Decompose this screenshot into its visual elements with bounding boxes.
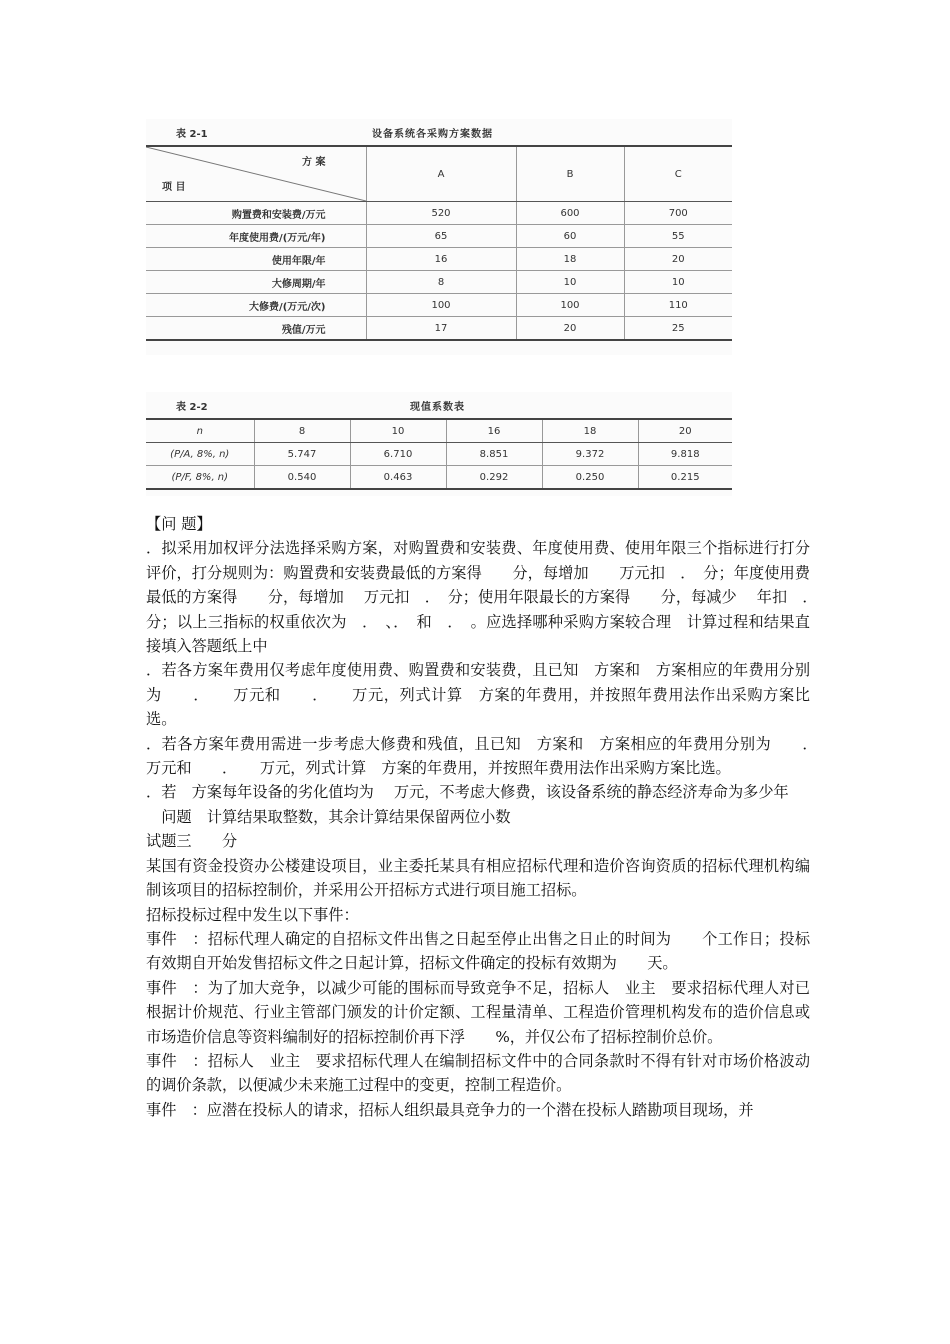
cell: 60	[516, 225, 624, 248]
column-header: 8	[254, 419, 350, 443]
exam-question-3-heading: 试题三 分	[146, 832, 238, 851]
event-2: 事件 ：为了加大竞争，以减少可能的围标而导致竞争不足，招标人 业主 要求招标代理人对已根据计价规范、行业主管部门颁发的计价定额、工程量清单、工程造价管理机构发布的造价信息或市场造价信息等资料编制好的招标控制价再下浮 %，并仅公布了招标控制价总价。	[146, 978, 810, 1046]
question-2: ．若各方案年费用仅考虑年度使用费、购置费和安装费，且已知 方案和 方案相应的年费用分别为 ． 万元和 ． 万元，列式计算 方案的年费用，并按照年费用法作出采购方案比选。	[146, 661, 810, 729]
cell: 20	[624, 248, 732, 271]
cell: 0.250	[542, 466, 638, 490]
column-header: 18	[542, 419, 638, 443]
table-2-2	[146, 392, 732, 496]
row-label: 残值/万元	[146, 317, 366, 341]
event-3: 事件 ：招标人 业主 要求招标代理人在编制招标文件中的合同条款时不得有针对市场价格波动的调价条款，以便减少未来施工过程中的变更，控制工程造价。	[146, 1051, 810, 1095]
table-2-1	[146, 119, 732, 355]
table-row	[146, 248, 732, 271]
question-4: ．若 方案每年设备的劣化值均为 万元，不考虑大修费，该设备系统的静态经济寿命为多少年	[146, 783, 789, 802]
row-label: 购置费和安装费/万元	[146, 202, 366, 225]
cell: 0.292	[446, 466, 542, 490]
cell: 5.747	[254, 443, 350, 466]
column-header: 20	[638, 419, 732, 443]
table-number: 表 2-1	[176, 129, 208, 140]
cell: 9.818	[638, 443, 732, 466]
table-number: 表 2-2	[176, 402, 208, 413]
cell: 520	[366, 202, 516, 225]
row-label: 大修周期/年	[146, 271, 366, 294]
table-grid	[146, 145, 732, 341]
cell: 700	[624, 202, 732, 225]
column-header: C	[624, 146, 732, 202]
table-caption	[146, 119, 732, 145]
table-row	[146, 443, 732, 466]
row-label: 使用年限/年	[146, 248, 366, 271]
row-label: (P/A, 8%, n)	[146, 443, 254, 466]
question-1: ．拟采用加权评分法选择采购方案，对购置费和安装费、年度使用费、使用年限三个指标进行打分评价，打分规则为：购置费和安装费最低的方案得 分，每增加 万元扣 ． 分；年度使用费最低的方案得 分，每增加 万元扣 ． 分；使用年限最长的方案得 分，每减少 年扣 ． 分；以上三指标的权重依次为 ． 、． 和 ． 。应选择哪种采购方案较合理 计算过程和结果直接填入答题纸上中	[146, 539, 826, 656]
table-caption	[146, 392, 732, 418]
cell: 25	[624, 317, 732, 341]
column-header: 16	[446, 419, 542, 443]
header-scheme-label: 方 案	[302, 157, 326, 168]
row-label: (P/F, 8%, n)	[146, 466, 254, 490]
row-label: 大修费/(万元/次)	[146, 294, 366, 317]
table-row	[146, 202, 732, 225]
document-body	[146, 512, 841, 1122]
cell: 6.710	[350, 443, 446, 466]
table-row	[146, 271, 732, 294]
column-header: 10	[350, 419, 446, 443]
paragraph: 招标投标过程中发生以下事件：	[146, 905, 359, 924]
table-title: 设备系统各采购方案数据	[372, 129, 493, 140]
cell: 100	[366, 294, 516, 317]
cell: 17	[366, 317, 516, 341]
table-corner-header	[146, 146, 366, 202]
cell: 0.215	[638, 466, 732, 490]
cell: 20	[516, 317, 624, 341]
cell: 18	[516, 248, 624, 271]
event-4: 事件 ：应潜在投标人的请求，招标人组织最具竞争力的一个潜在投标人踏勘项目现场，并	[146, 1100, 754, 1119]
cell: 100	[516, 294, 624, 317]
cell: 10	[624, 271, 732, 294]
table-grid	[146, 418, 732, 490]
cell: 8	[366, 271, 516, 294]
cell: 9.372	[542, 443, 638, 466]
column-header: A	[366, 146, 516, 202]
cell: 65	[366, 225, 516, 248]
cell: 16	[366, 248, 516, 271]
question-3: ．若各方案年费用需进一步考虑大修费和残值，且已知 方案和 方案相应的年费用分别为 ． 万元和 ． 万元，列式计算 方案的年费用，并按照年费用法作出采购方案比选。	[146, 734, 841, 778]
section-heading-questions: 【问 题】	[146, 515, 212, 533]
header-n-label: n	[146, 419, 254, 443]
column-header: B	[516, 146, 624, 202]
table-row	[146, 466, 732, 490]
rounding-note: 问题 计算结果取整数，其余计算结果保留两位小数	[146, 807, 511, 826]
cell: 600	[516, 202, 624, 225]
cell: 0.463	[350, 466, 446, 490]
cell: 110	[624, 294, 732, 317]
table-row	[146, 225, 732, 248]
cell: 0.540	[254, 466, 350, 490]
cell: 8.851	[446, 443, 542, 466]
event-1: 事件 ：招标代理人确定的自招标文件出售之日起至停止出售之日止的时间为 个工作日；投标有效期自开始发售招标文件之日起计算，招标文件确定的投标有效期为 天。	[146, 929, 810, 973]
cell: 55	[624, 225, 732, 248]
header-item-label: 项 目	[162, 182, 186, 193]
cell: 10	[516, 271, 624, 294]
row-label: 年度使用费/(万元/年)	[146, 225, 366, 248]
table-title: 现值系数表	[410, 402, 465, 413]
table-row	[146, 294, 732, 317]
table-row	[146, 317, 732, 341]
paragraph: 某国有资金投资办公楼建设项目，业主委托某具有相应招标代理和造价咨询资质的招标代理机构编制该项目的招标控制价，并采用公开招标方式进行项目施工招标。	[146, 856, 810, 900]
